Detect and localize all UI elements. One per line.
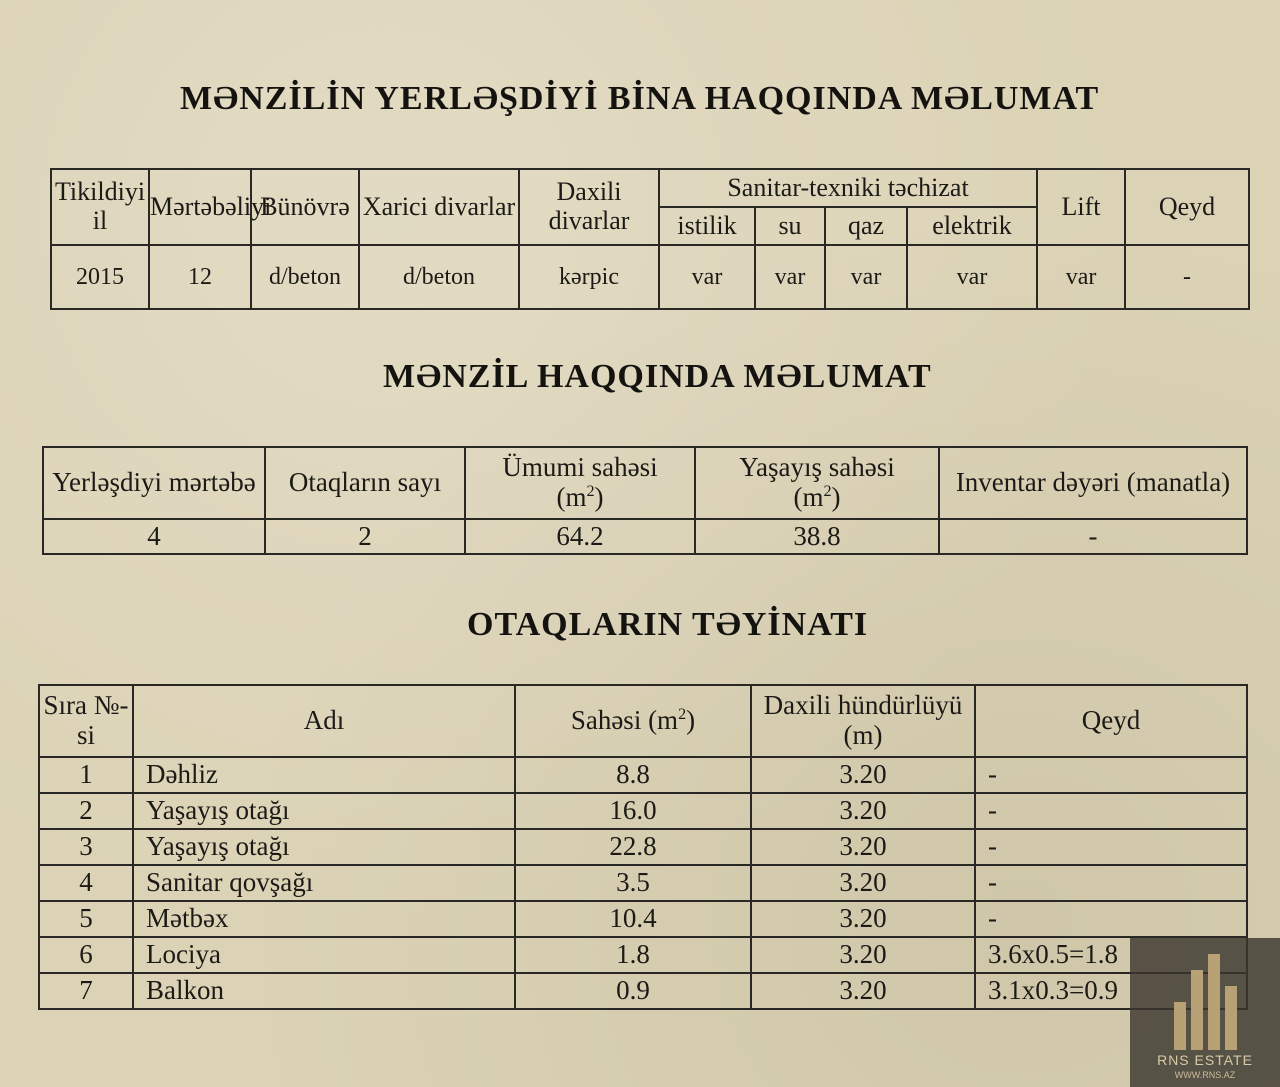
room-area-label: Sahəsi (m xyxy=(570,705,679,736)
table-row xyxy=(39,793,1247,829)
header-room-name: Adı xyxy=(133,685,515,757)
value-gas: var xyxy=(825,245,907,309)
living-area-unit-close: ) xyxy=(831,482,841,512)
header-row-number: Sıra №-si xyxy=(39,685,133,757)
room-number: 2 xyxy=(39,793,133,829)
header-total-area xyxy=(465,447,695,519)
table-row xyxy=(39,865,1247,901)
value-inventory-value: - xyxy=(939,519,1247,554)
value-note: - xyxy=(1125,245,1249,309)
header-foundation: Bünövrə xyxy=(251,169,359,245)
room-note: - xyxy=(975,901,1247,937)
header-inner-walls: Daxili divarlar xyxy=(519,169,659,245)
header-living-area xyxy=(695,447,939,519)
total-area-label: Ümumi sahəsi xyxy=(502,452,658,483)
room-number: 5 xyxy=(39,901,133,937)
header-lift: Lift xyxy=(1037,169,1125,245)
room-area: 0.9 xyxy=(515,973,751,1009)
header-sanitary: Sanitar-texniki təchizat xyxy=(659,169,1037,207)
room-height: 3.20 xyxy=(751,865,975,901)
room-number: 7 xyxy=(39,973,133,1009)
room-number: 4 xyxy=(39,865,133,901)
rooms-purpose-title: OTAQLARIN TƏYİNATI xyxy=(467,606,869,643)
header-outer-walls: Xarici divarlar xyxy=(359,169,519,245)
table-row xyxy=(39,829,1247,865)
header-inventory-value: Inventar dəyəri (manatla) xyxy=(939,447,1247,519)
room-height: 3.20 xyxy=(751,901,975,937)
value-foundation: d/beton xyxy=(251,245,359,309)
room-area: 8.8 xyxy=(515,757,751,793)
header-water: su xyxy=(755,207,825,245)
header-year: Tikildiyi il xyxy=(51,169,149,245)
room-height: 3.20 xyxy=(751,973,975,1009)
watermark-site: WWW.RNS.AZ xyxy=(1174,1070,1236,1080)
room-name: Yaşayış otağı xyxy=(133,829,515,865)
room-note: - xyxy=(975,757,1247,793)
building-logo-icon xyxy=(1174,954,1238,1050)
value-rooms: 2 xyxy=(265,519,465,554)
value-year: 2015 xyxy=(51,245,149,309)
room-name: Mətbəx xyxy=(133,901,515,937)
rns-estate-watermark xyxy=(1130,938,1280,1087)
value-electric: var xyxy=(907,245,1037,309)
room-note: - xyxy=(975,865,1247,901)
room-area: 1.8 xyxy=(515,937,751,973)
value-lift: var xyxy=(1037,245,1125,309)
header-heating: istilik xyxy=(659,207,755,245)
header-note: Qeyd xyxy=(1125,169,1249,245)
living-area-label: Yaşayış sahəsi xyxy=(739,452,895,483)
room-note: - xyxy=(975,793,1247,829)
apartment-info-table xyxy=(42,446,1248,555)
room-height: 3.20 xyxy=(751,937,975,973)
room-name: Yaşayış otağı xyxy=(133,793,515,829)
value-floor: 4 xyxy=(43,519,265,554)
value-water: var xyxy=(755,245,825,309)
header-room-area xyxy=(515,685,751,757)
room-name: Balkon xyxy=(133,973,515,1009)
header-rooms: Otaqların sayı xyxy=(265,447,465,519)
total-area-unit: (m xyxy=(556,482,587,512)
value-living-area: 38.8 xyxy=(695,519,939,554)
room-number: 6 xyxy=(39,937,133,973)
total-area-unit-exp: 2 xyxy=(586,482,595,500)
room-area-exp: 2 xyxy=(678,705,687,724)
watermark-brand: RNS ESTATE xyxy=(1157,1052,1253,1068)
table-row xyxy=(39,973,1247,1009)
room-height: 3.20 xyxy=(751,793,975,829)
room-height: 3.20 xyxy=(751,829,975,865)
value-total-area: 64.2 xyxy=(465,519,695,554)
room-number: 1 xyxy=(39,757,133,793)
building-info-table xyxy=(50,168,1250,310)
rooms-table xyxy=(38,684,1248,1010)
apartment-info-title: MƏNZİL HAQQINDA MƏLUMAT xyxy=(383,358,932,395)
room-note: - xyxy=(975,829,1247,865)
building-data-row xyxy=(51,245,1249,309)
room-height: 3.20 xyxy=(751,757,975,793)
value-inner-walls: kərpic xyxy=(519,245,659,309)
table-row xyxy=(39,757,1247,793)
header-gas: qaz xyxy=(825,207,907,245)
value-floors: 12 xyxy=(149,245,251,309)
value-heating: var xyxy=(659,245,755,309)
header-floors: Mərtəbəliyi xyxy=(149,169,251,245)
header-room-note: Qeyd xyxy=(975,685,1247,757)
room-note: 3.1x0.3=0.9 xyxy=(975,973,1247,1009)
room-name: Lociya xyxy=(133,937,515,973)
room-area: 22.8 xyxy=(515,829,751,865)
value-outer-walls: d/beton xyxy=(359,245,519,309)
building-info-title: MƏNZİLİN YERLƏŞDİYİ BİNA HAQQINDA MƏLUMAT xyxy=(180,80,1100,117)
table-row xyxy=(39,937,1247,973)
living-area-unit-exp: 2 xyxy=(823,482,832,500)
header-room-height: Daxili hündürlüyü (m) xyxy=(751,685,975,757)
header-floor: Yerləşdiyi mərtəbə xyxy=(43,447,265,519)
room-note: 3.6x0.5=1.8 xyxy=(975,937,1247,973)
room-number: 3 xyxy=(39,829,133,865)
header-electric: elektrik xyxy=(907,207,1037,245)
room-area-close: ) xyxy=(686,705,696,736)
table-row xyxy=(39,901,1247,937)
room-area: 3.5 xyxy=(515,865,751,901)
room-name: Dəhliz xyxy=(133,757,515,793)
total-area-unit-close: ) xyxy=(594,482,604,512)
room-area: 10.4 xyxy=(515,901,751,937)
living-area-unit: (m xyxy=(793,482,824,512)
room-name: Sanitar qovşağı xyxy=(133,865,515,901)
room-area: 16.0 xyxy=(515,793,751,829)
apartment-data-row xyxy=(43,519,1247,554)
